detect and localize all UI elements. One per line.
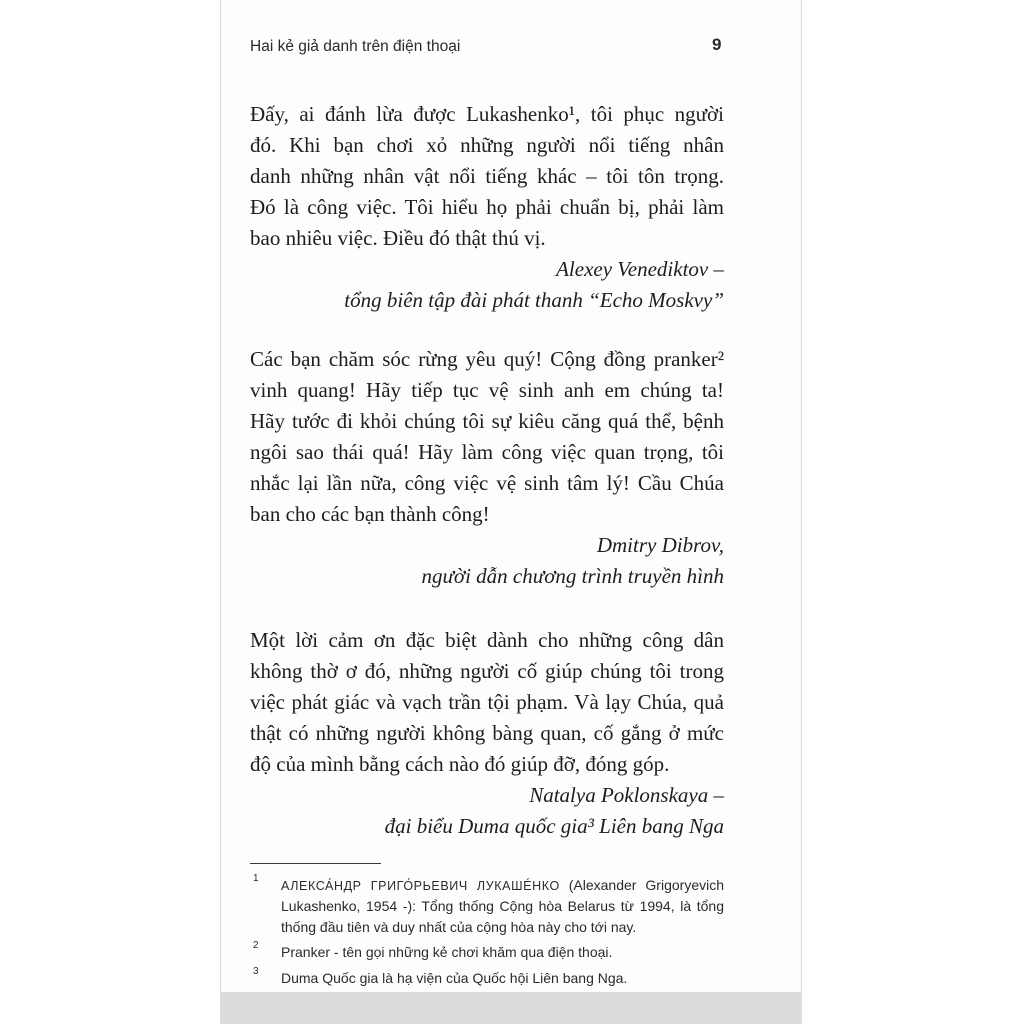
epigraph-3 xyxy=(250,625,724,842)
epigraph-line: ngôi sao thái quá! Hãy làm công việc quan trọng, tôi xyxy=(250,440,724,464)
footnote-line: Pranker - tên gọi những kẻ chơi khăm qua điện thoại. xyxy=(281,944,613,960)
epigraph-1 xyxy=(250,99,724,316)
footnote-marker: 1 xyxy=(253,873,259,884)
epigraph-2 xyxy=(250,344,724,592)
footnote-1 xyxy=(253,873,724,938)
epigraph-line: thật có những người không bàng quan, cố gắng ở mức xyxy=(250,721,724,745)
epigraph-line: vinh quang! Hãy tiếp tục vệ sinh anh em chúng ta! xyxy=(250,378,724,402)
attribution-name: Alexey Venediktov – xyxy=(556,257,724,281)
footnote-line: thống đầu tiên và duy nhất của cộng hòa này cho tới nay. xyxy=(281,919,637,935)
epigraph-line: độ của mình bằng cách nào đó giúp đỡ, đóng góp. xyxy=(250,752,670,776)
footnote-text: (Alexander Grigoryevich xyxy=(568,877,724,893)
footnote-2 xyxy=(253,940,724,963)
epigraph-line: nhắc lại lần nữa, công việc vệ sinh tâm lý! Cầu Chúa xyxy=(250,471,724,495)
footnote-marker: 2 xyxy=(253,940,259,951)
epigraph-line: danh những nhân vật nổi tiếng khác – tôi tôn trọng. xyxy=(250,164,724,188)
epigraph-line: Hãy tước đi khỏi chúng tôi sự kiêu căng quá thể, bệnh xyxy=(250,409,724,433)
footnote-marker: 3 xyxy=(253,966,259,977)
attribution-role: đại biểu Duma quốc gia³ Liên bang Nga xyxy=(384,814,724,838)
epigraph-line: Một lời cảm ơn đặc biệt dành cho những công dân xyxy=(250,628,724,652)
scan-bottom-band xyxy=(220,992,802,1024)
footnote-3 xyxy=(253,966,724,989)
attribution-role: người dẫn chương trình truyền hình xyxy=(421,564,724,588)
epigraph-line: đó. Khi bạn chơi xỏ những người nổi tiếng nhân xyxy=(250,133,724,157)
attribution-name: Dmitry Dibrov, xyxy=(596,533,724,557)
footnote-rule xyxy=(250,863,381,864)
attribution-name: Natalya Poklonskaya – xyxy=(529,783,724,807)
epigraph-line: Đó là công việc. Tôi hiểu họ phải chuẩn bị, phải làm xyxy=(250,195,724,219)
running-title: Hai kẻ giả danh trên điện thoại xyxy=(250,38,461,55)
attribution-role: tổng biên tập đài phát thanh “Echo Moskvy” xyxy=(344,288,724,312)
epigraph-line: việc phát giác và vạch trần tội phạm. Và lạy Chúa, quả xyxy=(250,690,724,714)
footnote-line: Lukashenko, 1954 -): Tổng thống Cộng hòa Belarus từ 1994, là tổng xyxy=(281,898,724,914)
epigraph-line: không thờ ơ đó, những người cố giúp chúng tôi trong xyxy=(250,659,724,683)
page-number: 9 xyxy=(712,35,722,54)
epigraph-line: ban cho các bạn thành công! xyxy=(250,502,490,526)
footnote-line: Duma Quốc gia là hạ viện của Quốc hội Liên bang Nga. xyxy=(281,970,628,986)
epigraph-line: Đấy, ai đánh lừa được Lukashenko¹, tôi phục người xyxy=(250,102,724,126)
footnote-cyrillic-name: АЛЕКСА́НДР ГРИГО́РЬЕВИЧ ЛУКАШЕ́НКО xyxy=(281,879,560,893)
footnote-line xyxy=(281,875,724,896)
epigraph-line: bao nhiêu việc. Điều đó thật thú vị. xyxy=(250,226,546,250)
epigraph-line: Các bạn chăm sóc rừng yêu quý! Cộng đồng pranker² xyxy=(250,347,724,371)
